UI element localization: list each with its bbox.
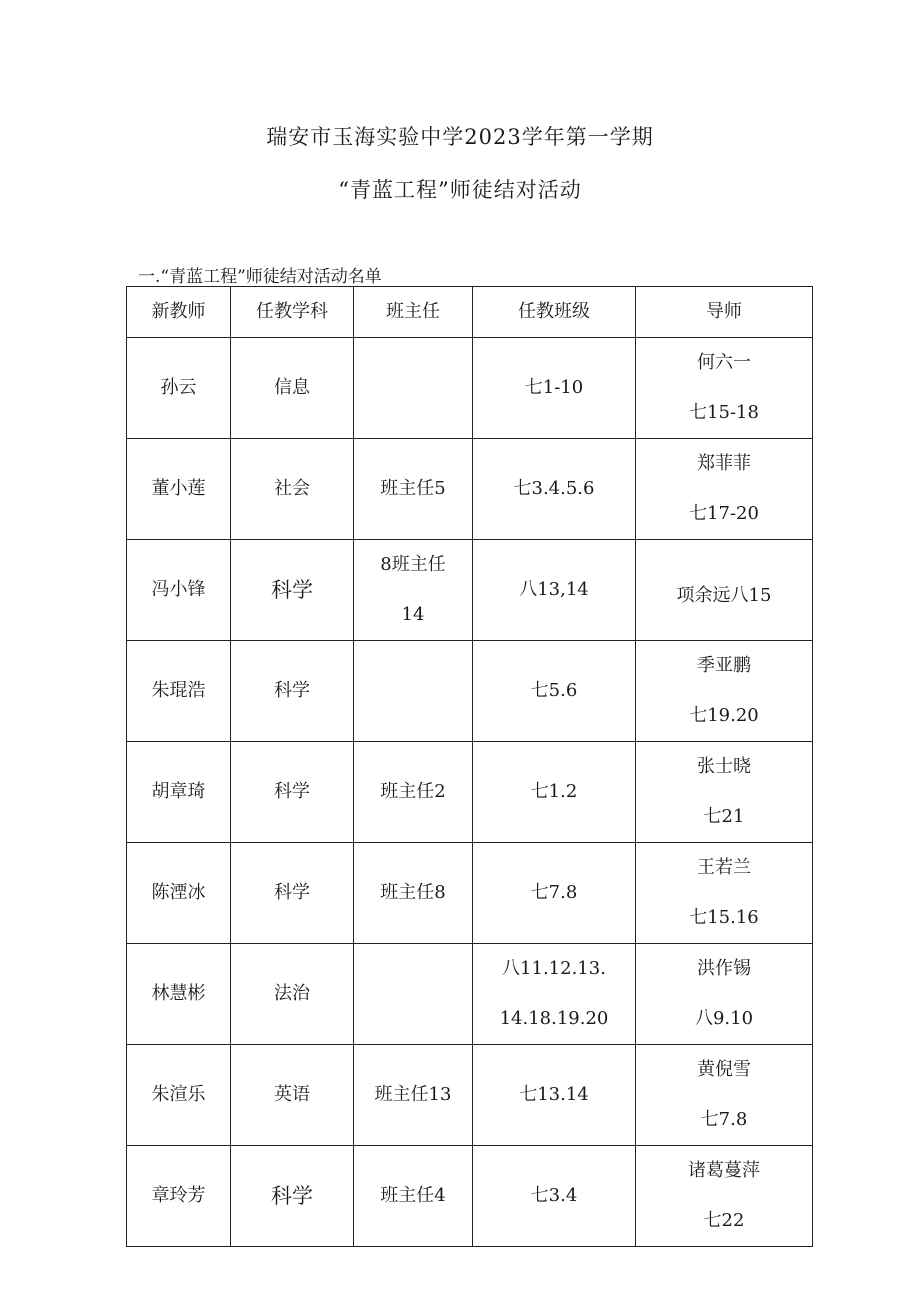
cell-teacher: 朱琨浩 (127, 641, 231, 742)
column-header-classes: 任教班级 (473, 287, 636, 338)
homeroom-line: 班主任2 (380, 781, 446, 802)
cell-mentor (636, 540, 813, 641)
table-row (127, 338, 813, 439)
column-header-homeroom: 班主任 (354, 287, 473, 338)
mentor-classes: 七15.16 (689, 907, 759, 928)
cell-homeroom (354, 843, 473, 944)
cell-classes (473, 641, 636, 742)
homeroom-line: 8班主任 (380, 554, 446, 575)
cell-mentor (636, 742, 813, 843)
cell-homeroom (354, 641, 473, 742)
cell-teacher: 冯小锋 (127, 540, 231, 641)
cell-mentor (636, 641, 813, 742)
classes-line: 七1-10 (524, 377, 584, 398)
cell-classes (473, 944, 636, 1045)
cell-classes (473, 742, 636, 843)
classes-line: 七5.6 (530, 680, 578, 701)
mentor-name: 季亚鹏 (697, 655, 751, 676)
classes-line: 14.18.19.20 (499, 1008, 609, 1029)
cell-homeroom (354, 742, 473, 843)
classes-line: 八13,14 (519, 579, 589, 600)
classes-line: 七7.8 (530, 882, 578, 903)
column-header-new-teacher: 新教师 (127, 287, 231, 338)
cell-teacher: 林慧彬 (127, 944, 231, 1045)
classes-line: 七13.14 (519, 1084, 589, 1105)
cell-teacher: 朱渲乐 (127, 1045, 231, 1146)
table-row (127, 742, 813, 843)
cell-classes (473, 1146, 636, 1247)
homeroom-line: 班主任13 (374, 1084, 452, 1105)
cell-teacher: 陈湮冰 (127, 843, 231, 944)
homeroom-line: 班主任5 (380, 478, 446, 499)
cell-teacher: 章玲芳 (127, 1146, 231, 1247)
cell-classes (473, 843, 636, 944)
cell-homeroom (354, 944, 473, 1045)
mentor-classes: 七19.20 (689, 705, 759, 726)
mentor-name: 王若兰 (697, 857, 751, 878)
mentor-classes: 八9.10 (694, 1008, 754, 1029)
document-subtitle: “青蓝工程”师徒结对活动 (338, 178, 582, 202)
cell-subject: 科学 (231, 540, 354, 641)
document-title: 瑞安市玉海实验中学2023学年第一学期 (266, 125, 654, 149)
column-header-subject: 任教学科 (231, 287, 354, 338)
homeroom-line: 班主任8 (380, 882, 446, 903)
table-row (127, 1045, 813, 1146)
cell-teacher: 董小莲 (127, 439, 231, 540)
cell-mentor (636, 338, 813, 439)
cell-mentor (636, 1146, 813, 1247)
homeroom-line: 班主任4 (380, 1185, 446, 1206)
classes-line: 七1.2 (530, 781, 578, 802)
cell-teacher: 胡章琦 (127, 742, 231, 843)
cell-classes (473, 1045, 636, 1146)
table-row (127, 641, 813, 742)
section-title: 一.“青蓝工程”师徒结对活动名单 (138, 267, 382, 287)
cell-homeroom (354, 1045, 473, 1146)
table-row (127, 540, 813, 641)
cell-subject: 信息 (231, 338, 354, 439)
cell-subject: 社会 (231, 439, 354, 540)
classes-line: 七3.4 (530, 1185, 578, 1206)
table-row (127, 1146, 813, 1247)
table-row (127, 439, 813, 540)
mentor-name: 项余远八15 (676, 585, 772, 606)
classes-line: 七3.4.5.6 (513, 478, 595, 499)
mentor-name: 郑菲菲 (697, 453, 751, 474)
mentor-classes: 七21 (703, 806, 745, 827)
cell-mentor (636, 1045, 813, 1146)
cell-mentor (636, 843, 813, 944)
mentorship-table (126, 286, 813, 1247)
cell-subject: 科学 (231, 1146, 354, 1247)
mentor-classes: 七17-20 (689, 503, 759, 524)
cell-classes (473, 439, 636, 540)
table-header-row (127, 287, 813, 338)
table-row (127, 944, 813, 1045)
classes-line: 八11.12.13. (502, 958, 606, 979)
mentor-classes: 七22 (703, 1210, 745, 1231)
cell-homeroom (354, 439, 473, 540)
cell-teacher: 孙云 (127, 338, 231, 439)
mentor-name: 黄倪雪 (697, 1059, 751, 1080)
column-header-mentor: 导师 (636, 287, 813, 338)
table-row (127, 843, 813, 944)
cell-mentor (636, 944, 813, 1045)
mentor-name: 张士晓 (697, 756, 751, 777)
mentor-classes: 七15-18 (689, 402, 759, 423)
cell-homeroom (354, 338, 473, 439)
mentor-name: 洪作锡 (697, 958, 751, 979)
cell-subject: 科学 (231, 641, 354, 742)
cell-classes (473, 338, 636, 439)
mentor-name: 何六一 (697, 352, 751, 373)
cell-homeroom (354, 540, 473, 641)
mentor-classes: 七7.8 (700, 1109, 748, 1130)
cell-mentor (636, 439, 813, 540)
cell-homeroom (354, 1146, 473, 1247)
cell-subject: 法治 (231, 944, 354, 1045)
cell-subject: 科学 (231, 843, 354, 944)
cell-subject: 科学 (231, 742, 354, 843)
cell-classes (473, 540, 636, 641)
mentor-name: 诸葛蔓萍 (688, 1160, 760, 1181)
cell-subject: 英语 (231, 1045, 354, 1146)
homeroom-line: 14 (401, 604, 425, 625)
